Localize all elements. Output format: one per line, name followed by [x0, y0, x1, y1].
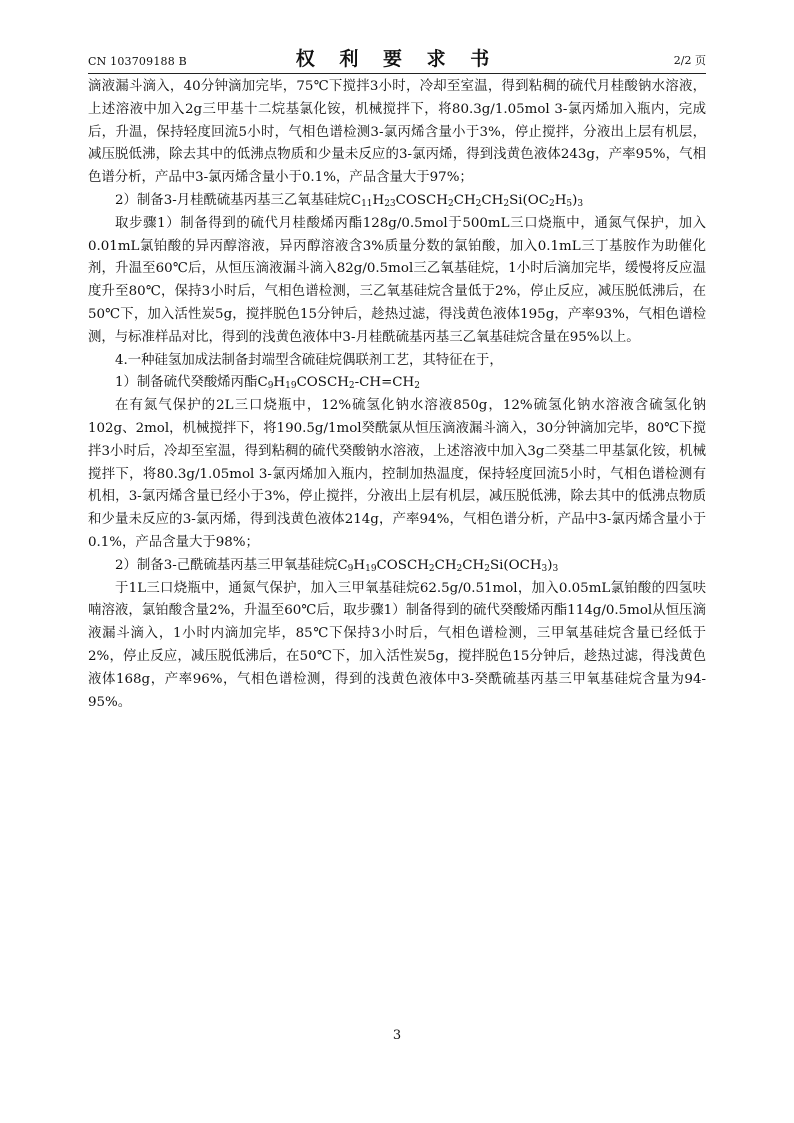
patent-number: CN 103709188 B	[88, 55, 187, 68]
chemical-formula: $C_9H_{19}COSCH_2-CH=CH_2$	[257, 375, 420, 392]
paragraph-2-heading	[88, 190, 706, 213]
paragraph-8: 于1L三口烧瓶中，通氮气保护，加入三甲氧基硅烷62.5g/0.51mol，加入0.05mL氯铂酸的四氢呋喃溶液，氯铂酸含量2%，升温至60℃后，取步骤1）制备得到的硫代癸酸烯丙酯114g/0.5mol从恒压滴液漏斗滴入，1小时内滴加完毕，85℃下保持3小时后，气相色谱检测，三甲氧基硅烷含量已经低于2%，停止反应，减压脱低沸后，在50℃下，加入活性炭5g，搅拌脱色15分钟后，趁热过滤，得浅黄色液体168g，产率96%，气相色谱检测，得到的浅黄色液体中3-癸酰硫基丙基三甲氧基硅烷含量为94-95%。	[88, 580, 706, 710]
paragraph-4: 4.一种硅氢加成法制备封端型含硫硅烷偶联剂工艺，其特征在于，	[115, 352, 503, 368]
paragraph-1: 滴液漏斗滴入，40分钟滴加完毕，75℃下搅拌3小时，冷却至室温，得到粘稠的硫代月桂酸钠水溶液，上述溶液中加入2g三甲基十二烷基氯化铵，机械搅拌下，将80.3g/1.05mol 3-氯丙烯加入瓶内，完成后，升温，保持轻度回流5小时，气相色谱检测3-氯丙烯含量小于3%，停止搅拌，分液出上层有机层，减压脱低沸，除去其中的低沸点物质和少量未反应的3-氯丙烯，得到浅黄色液体243g，产率95%，气相色谱分析，产品中3-氯丙烯含量小于0.1%，产品含量大于97%；	[88, 79, 706, 186]
paragraph-3: 取步骤1）制备得到的硫代月桂酸烯丙酯128g/0.5mol于500mL三口烧瓶中，通氮气保护，加入0.01mL氯铂酸的异丙醇溶液，异丙醇溶液含3%质量分数的氯铂酸，加入0.1mL三丁基胺作为助催化剂，升温至60℃后，从恒压滴液漏斗滴入82g/0.5mol三乙氧基硅烷，1小时后滴加完毕，缓慢将反应温度升至80℃，保持3小时后，气相色谱检测，三乙氧基硅烷含量低于2%，停止反应，减压脱低沸后，在50℃下，加入活性炭5g，搅拌脱色15分钟后，趁热过滤，得浅黄色液体195g，产率93%，气相色谱检测，与标准样品对比，得到的浅黄色液体中3-月桂酰硫基丙基三乙氧基硅烷含量在95%以上。	[88, 215, 706, 345]
paragraph-5-heading	[88, 372, 706, 395]
header-rule	[88, 73, 706, 74]
paragraph-7-heading	[88, 555, 706, 578]
heading-text: 1）制备硫代癸酸烯丙酯	[115, 375, 258, 391]
heading-text: 2）制备3-月桂酰硫基丙基三乙氧基硅烷	[115, 192, 351, 208]
page-header	[88, 44, 706, 72]
heading-text: 2）制备3-己酰硫基丙基三甲氧基硅烷	[115, 557, 338, 573]
chemical-formula: $C_9H_{19}COSCH_2CH_2CH_2Si(OCH_3)_3$	[337, 557, 559, 574]
document-title: 权 利 要 求 书	[295, 48, 499, 70]
claims-body	[88, 76, 706, 714]
page-indicator: 2/2 页	[673, 54, 706, 67]
page-number: 3	[392, 1028, 402, 1043]
paragraph-6: 在有氮气保护的2L三口烧瓶中，12%硫氢化钠水溶液850g，12%硫氢化钠水溶液含硫氢化钠102g、2mol，机械搅拌下，将190.5g/1mol癸酰氯从恒压滴液漏斗滴入，30分钟滴加完毕，80℃下搅拌3小时后，冷却至室温，得到粘稠的硫代癸酸钠水溶液，上述溶液中加入3g二癸基二甲基氯化铵，机械搅拌下，将80.3g/1.05mol 3-氯丙烯加入瓶内，控制加热温度，保持轻度回流5小时，气相色谱检测有机相，3-氯丙烯含量已经小于3%，停止搅拌，分液出上层有机层，减压脱低沸，除去其中的低沸点物质和少量未反应的3-氯丙烯，得到浅黄色液体214g，产率94%，气相色谱分析，产品中3-氯丙烯含量小于0.1%，产品含量大于98%；	[88, 398, 706, 550]
chemical-formula: $C_{11}H_{23}COSCH_2CH_2CH_2Si(OC_2H_5)_3$	[350, 192, 584, 209]
